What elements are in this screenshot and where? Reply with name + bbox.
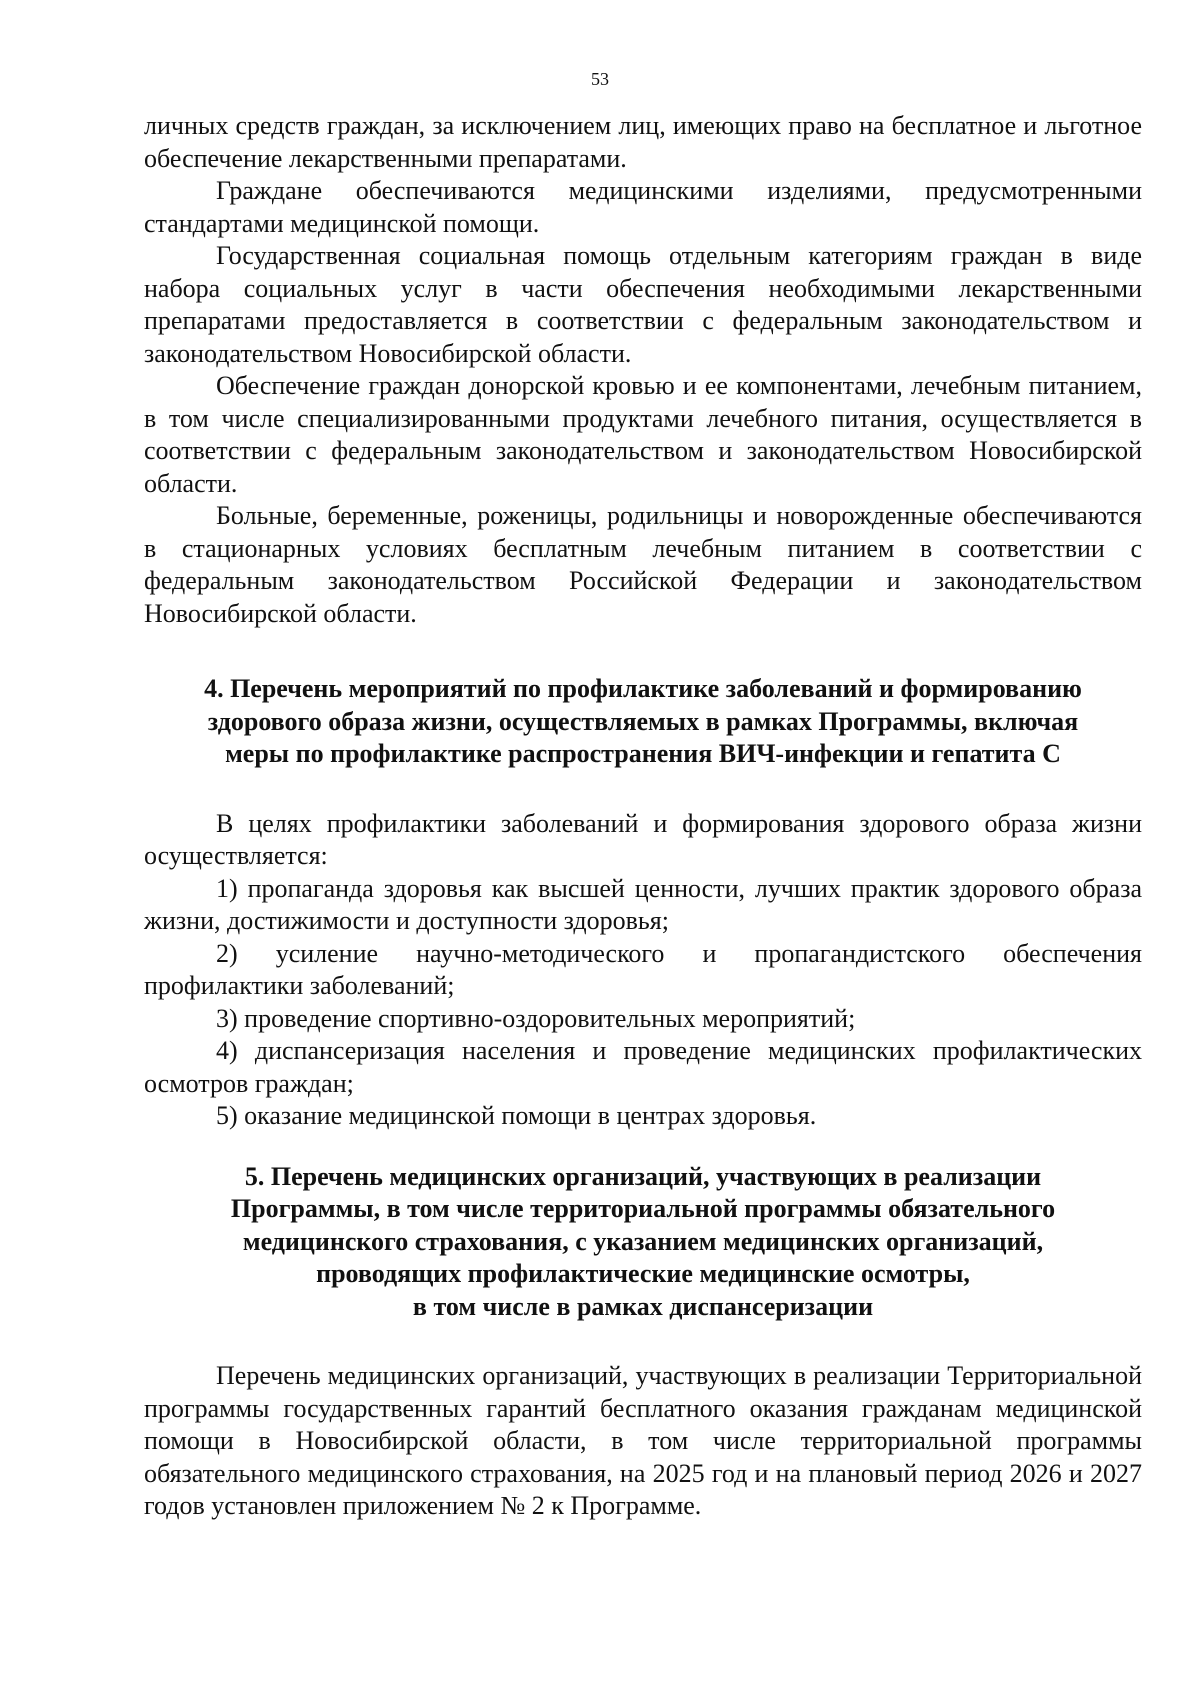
paragraph: Государственная социальная помощь отдельным категориям граждан в виде набора социальных услуг в части обеспечения необходимыми лекарственными препаратами предоставляется в соответствии с федеральным законодательством и законодательством Новосибирской области. [144,241,1142,368]
section-4-intro: В целях профилактики заболеваний и формирования здорового образа жизни осуществляется: [144,808,1142,870]
page-number: 53 [591,69,609,89]
section-4-heading [144,673,1142,771]
heading-line: меры по профилактике распространения ВИЧ-инфекции и гепатита С [225,739,1061,768]
paragraph: Больные, беременные, роженицы, родильницы и новорожденные обеспечиваются в стационарных условиях бесплатным лечебным питанием в соответствии с федеральным законодательством Российской Федерации и законодательством Новосибирской области. [144,501,1142,628]
heading-line: медицинского страхования, с указанием медицинских организаций, [242,1226,1044,1256]
list-item: 3) проведение спортивно-оздоровительных мероприятий; [216,1003,856,1033]
heading-line: проводящих профилактические медицинские осмотры, [316,1259,970,1288]
heading-line: Программы, в том числе территориальной программы обязательного [230,1194,1056,1223]
section-5-body: Перечень медицинских организаций, участвующих в реализации Территориальной программы государственных гарантий бесплатного оказания гражданам медицинской помощи в Новосибирской области, в том числе территориальной программы обязательного медицинского страхования, на 2025 год и на плановый период 2026 и 2027 годов установлен приложением № 2 к Программе. [144,1361,1142,1520]
paragraph: Граждане обеспечиваются медицинскими изделиями, предусмотренными стандартами медицинской помощи. [144,176,1142,238]
list-item: 5) оказание медицинской помощи в центрах здоровья. [216,1101,817,1130]
heading-line: 4. Перечень мероприятий по профилактике заболеваний и формированию [204,674,1082,703]
heading-line: в том числе в рамках диспансеризации [412,1291,874,1321]
list-item: 4) диспансеризация населения и проведение медицинских профилактических осмотров граждан; [144,1036,1142,1098]
paragraph: личных средств граждан, за исключением лиц, имеющих право на бесплатное и льготное обеспечение лекарственными препаратами. [144,111,1142,173]
section-5-heading [144,1161,1142,1324]
list-item: 1) пропаганда здоровья как высшей ценности, лучших практик здорового образа жизни, достижимости и доступности здоровья; [144,873,1142,935]
list-item: 2) усиление научно-методического и пропагандистского обеспечения профилактики заболеваний; [144,938,1142,1000]
heading-line: здорового образа жизни, осуществляемых в рамках Программы, включая [207,706,1079,736]
paragraph: Обеспечение граждан донорской кровью и ее компонентами, лечебным питанием, в том числе специализированными продуктами лечебного питания, осуществляется в соответствии с федеральным законодательством и законодательством Новосибирской области. [144,371,1142,498]
document-body [144,110,1142,1523]
heading-line: 5. Перечень медицинских организаций, участвующих в реализации [244,1161,1042,1191]
